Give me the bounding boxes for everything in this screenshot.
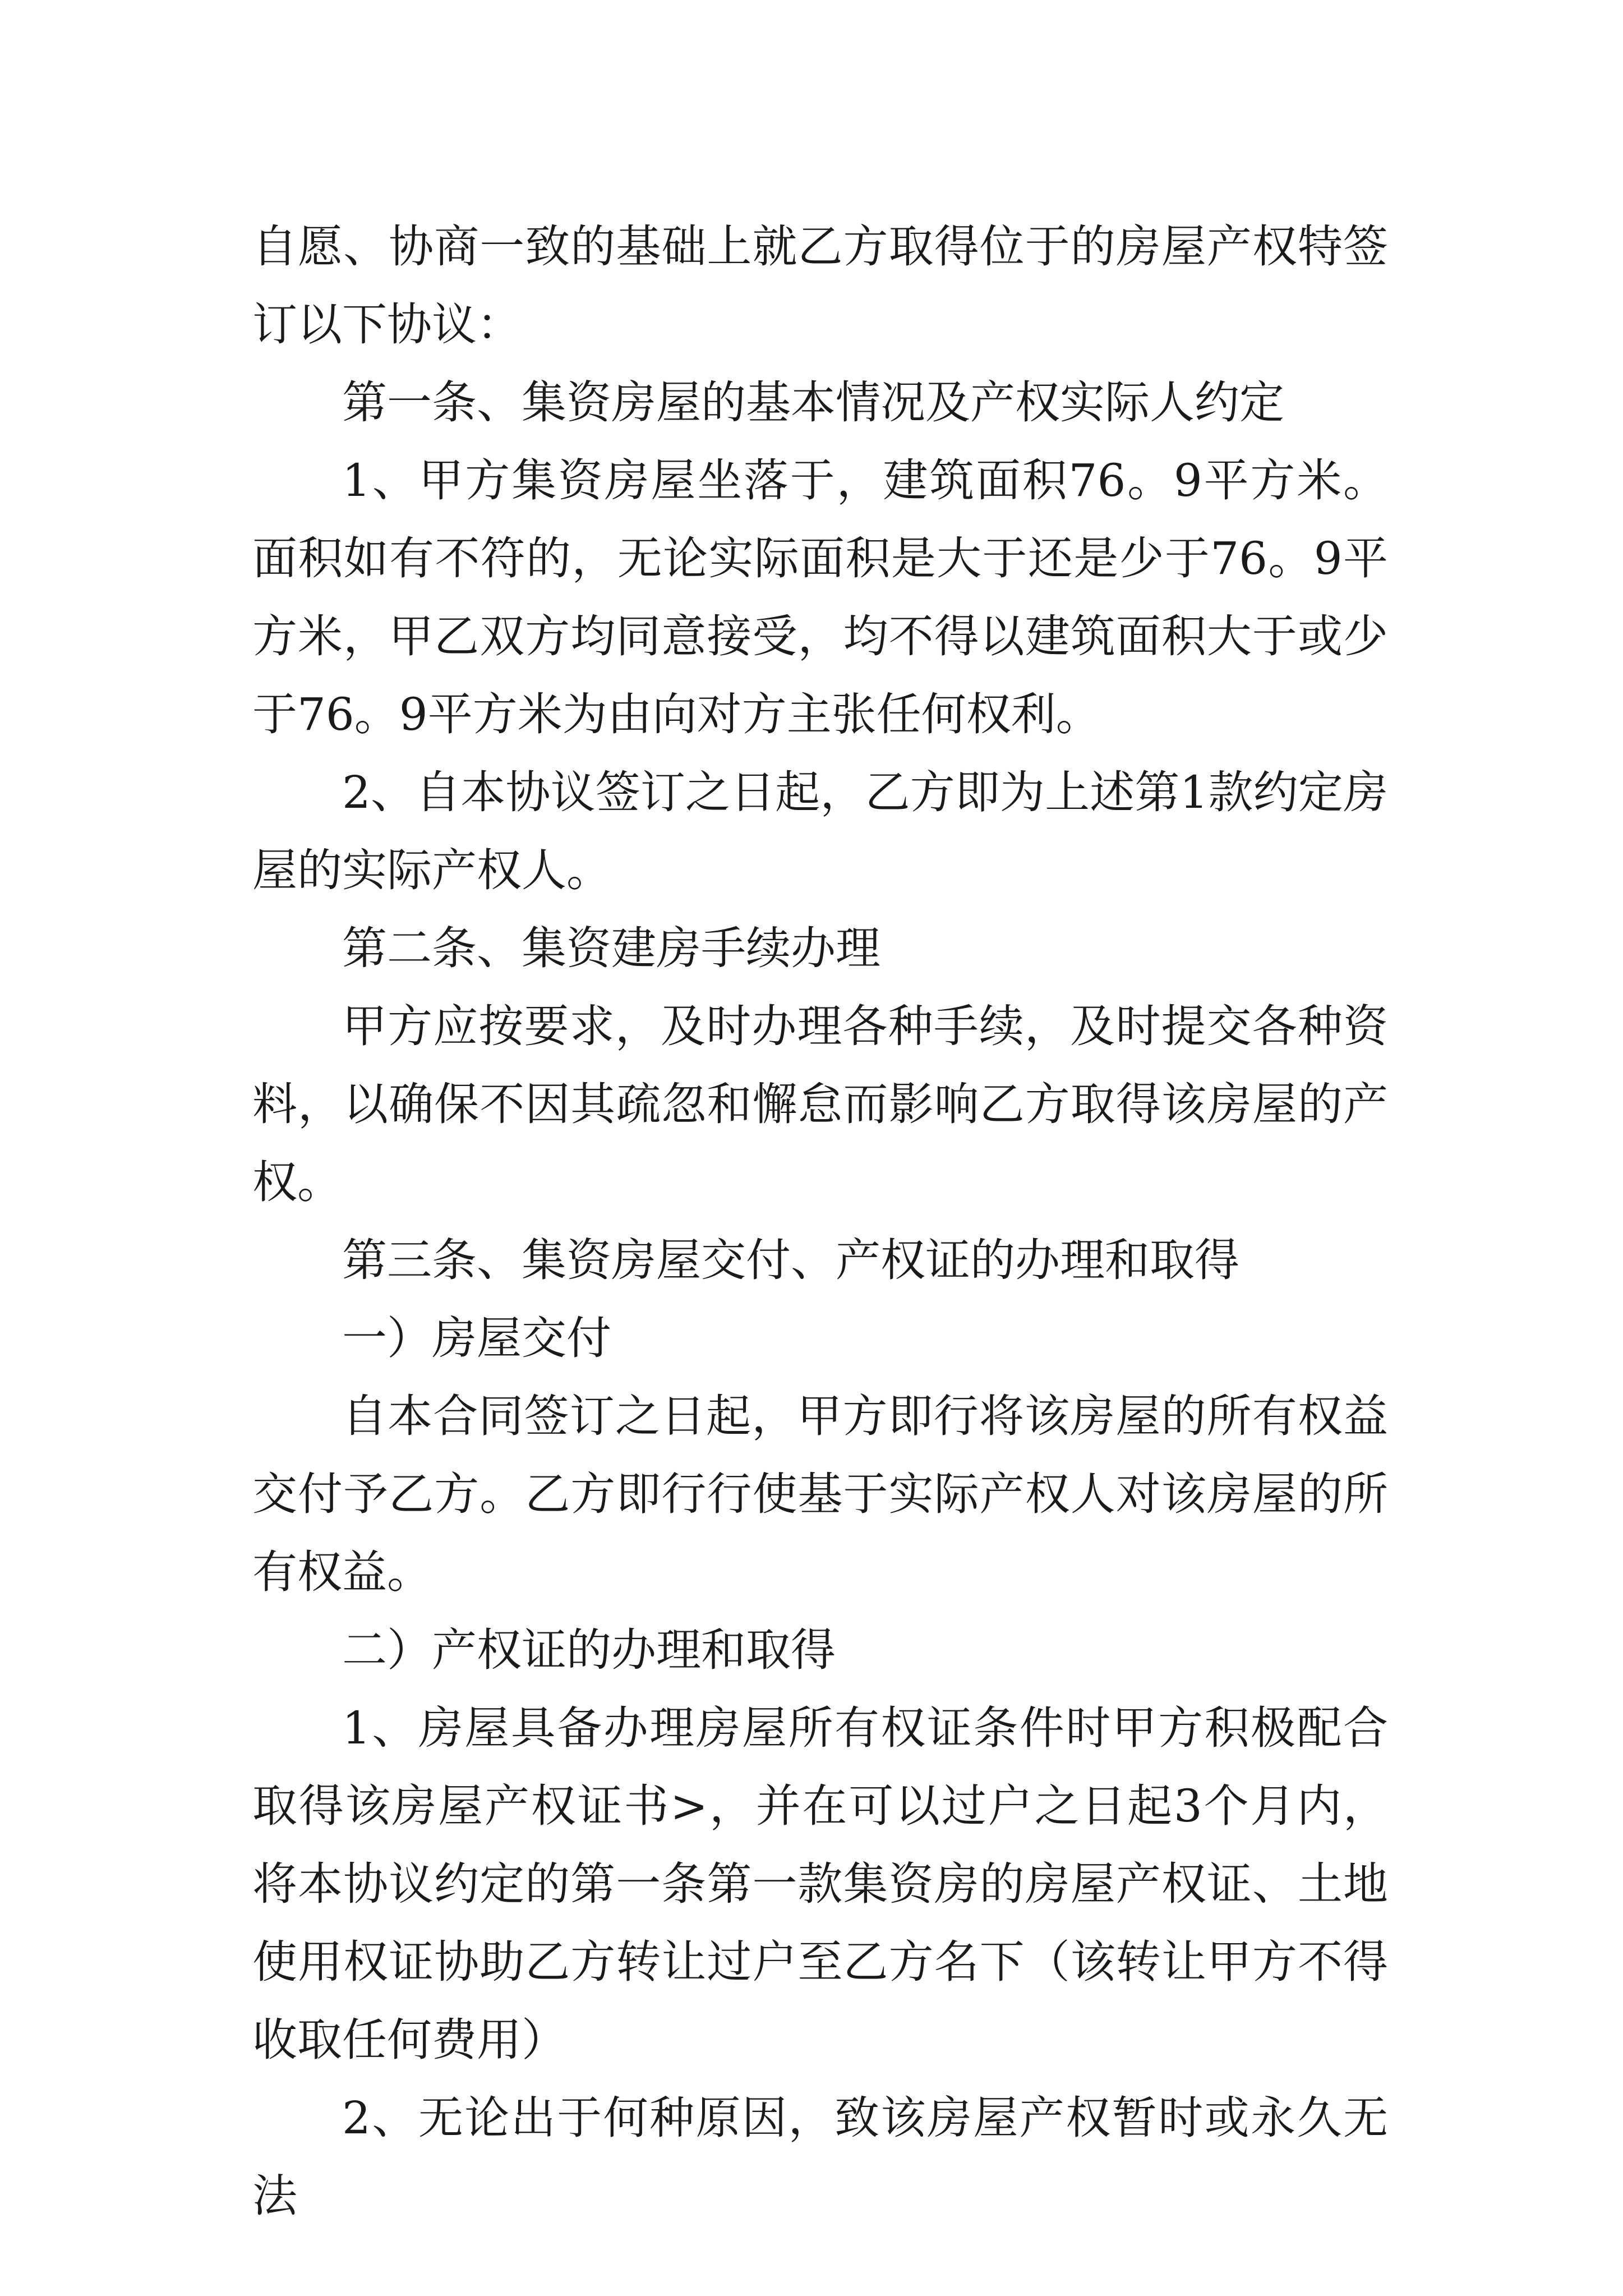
paragraph-intro: 自愿、协商一致的基础上就乙方取得位于的房屋产权特签订以下协议： bbox=[252, 220, 1388, 351]
article-1-clause-1: 1、甲方集资房屋坐落于，建筑面积76。9平方米。面积如有不符的，无论实际面积是大于还是少于76。9平方米，甲乙双方均同意接受，均不得以建筑面积大于或少于76。9平方米为由向对方主张任何权利。 bbox=[252, 454, 1388, 740]
article-3-heading: 第三条、集资房屋交付、产权证的办理和取得 bbox=[342, 1234, 1239, 1286]
article-1-heading: 第一条、集资房屋的基本情况及产权实际人约定 bbox=[342, 376, 1284, 429]
section-1-body: 自本合同签订之日起，甲方即行将该房屋的所有权益交付予乙方。乙方即行行使基于实际产权人对该房屋的所有权益。 bbox=[252, 1390, 1388, 1598]
document-body bbox=[252, 208, 1388, 2235]
section-2-clause-1: 1、房屋具备办理房屋所有权证条件时甲方积极配合取得该房屋产权证书>，并在可以过户之日起3个月内，将本协议约定的第一条第一款集资房的房屋产权证、土地使用权证协助乙方转让过户至乙方名下（该转让甲方不得收取任何费用） bbox=[252, 1702, 1388, 2066]
article-1-clause-2: 2、自本协议签订之日起，乙方即为上述第1款约定房屋的实际产权人。 bbox=[252, 766, 1388, 896]
section-2-heading: 二）产权证的办理和取得 bbox=[342, 1624, 836, 1676]
article-2-heading: 第二条、集资建房手续办理 bbox=[342, 922, 880, 974]
section-2-clause-2: 2、无论出于何种原因，致该房屋产权暂时或永久无法 bbox=[252, 2092, 1388, 2222]
article-2-body: 甲方应按要求，及时办理各种手续，及时提交各种资料，以确保不因其疏忽和懈怠而影响乙方取得该房屋的产权。 bbox=[252, 1000, 1388, 1208]
section-1-heading: 一）房屋交付 bbox=[342, 1312, 611, 1364]
